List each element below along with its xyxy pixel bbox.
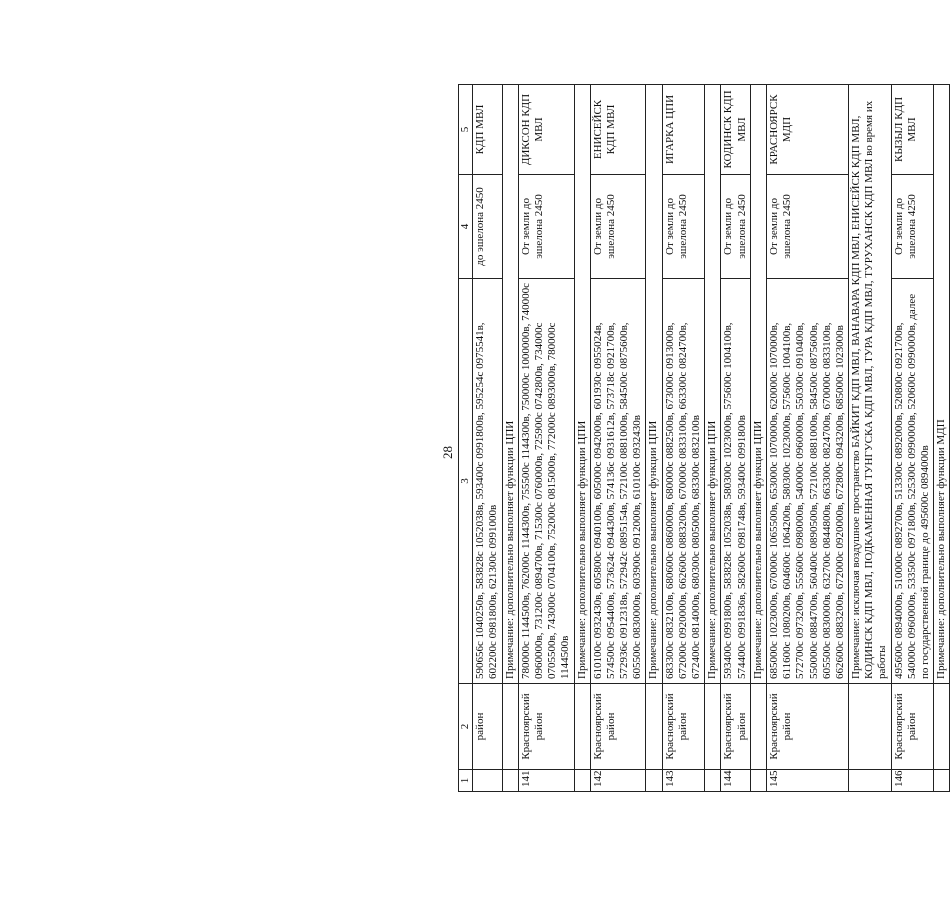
zone-row <box>721 85 750 792</box>
blank-cell <box>502 684 518 770</box>
zone-row <box>891 85 934 792</box>
note-row <box>849 85 892 792</box>
blank-cell <box>705 684 721 770</box>
altitude-limits: От земли до эшелона 2450 <box>590 175 646 279</box>
blank-cell <box>574 770 590 792</box>
column-number-header: 4 <box>459 175 473 279</box>
blank-cell <box>646 684 662 770</box>
column-number-header: 3 <box>459 279 473 684</box>
blank-cell <box>934 684 950 770</box>
row-number: 142 <box>590 770 646 792</box>
atc-unit: КРАСНОЯРСК МДП <box>766 85 848 175</box>
row-number: 145 <box>766 770 848 792</box>
atc-unit: КОДИНСК КДП МВЛ <box>721 85 750 175</box>
page-number: 28 <box>440 446 455 459</box>
note-text: Примечание: дополнительно выполняет функции ЦПИ <box>705 85 721 684</box>
district-name: район <box>473 684 502 770</box>
note-row <box>934 85 950 792</box>
zone-row <box>473 85 502 792</box>
district-name: Красноярский район <box>662 684 705 770</box>
blank-cell <box>750 770 766 792</box>
row-number: 141 <box>518 770 574 792</box>
row-number <box>473 770 502 792</box>
row-number: 146 <box>891 770 934 792</box>
atc-unit: ЕНИСЕЙСК КДП МВЛ <box>590 85 646 175</box>
boundary-coordinates: 590656с 1040250в, 583828с 1052038в, 593400с 0991800в, 595254с 0975541в, 602200с 0981800в, 621300с 0991000в <box>473 279 502 684</box>
note-text: Примечание: дополнительно выполняет функции ЦПИ <box>502 85 518 684</box>
district-name: Красноярский район <box>590 684 646 770</box>
blank-cell <box>574 684 590 770</box>
atc-unit: ИГАРКА ЦПИ <box>662 85 705 175</box>
note-row <box>574 85 590 792</box>
district-name: Красноярский район <box>721 684 750 770</box>
column-number-header: 2 <box>459 684 473 770</box>
blank-cell <box>646 770 662 792</box>
blank-cell <box>849 770 892 792</box>
district-name: Красноярский район <box>518 684 574 770</box>
boundary-coordinates: 683300с 0832100в, 680600с 0860000в, 680000с 0882500в, 673000с 0913000в, 672000с 0920000в, 662600с 0883200в, 670000с 0833100в, 663300с 0824700в, 672400с 0814000в, 680300с 0805000в, 683300с 0832100в <box>662 279 705 684</box>
altitude-limits: до эшелона 2450 <box>473 175 502 279</box>
altitude-limits: От земли до эшелона 2450 <box>518 175 574 279</box>
altitude-limits: От земли до эшелона 2450 <box>662 175 705 279</box>
boundary-coordinates: 685000с 1023000в, 670000с 1065500в, 653000с 1070000в, 620000с 1070000в, 611600с 1080200в, 604600с 1064200в, 580300с 1023000в, 575600с 1004100в, 572700с 0973200в, 555600с 0980000в, 540000с 0960000в, 550300с 0910400в, 550000с 0884700в, 560400с 0890500в, 572100с 0881000в, 584500с 0875600в, 605500с 0830000в, 632700с 0844800в, 663300с 0824700в, 670000с 0833100в, 662600с 0883200в, 672000с 0920000в, 672800с 0943200в, 685000с 1023000в <box>766 279 848 684</box>
zone-row <box>518 85 574 792</box>
boundary-coordinates: 495600с 0894000в, 510000с 0892700в, 513300с 0892000в, 520800с 0921700в, 540000с 0960000в, 533500с 0971800в, 525300с 0990000в, 520600с 0990000в, далее по государственной границе до 495600с 0894000в <box>891 279 934 684</box>
zone-row <box>662 85 705 792</box>
blank-cell <box>849 684 892 770</box>
airspace-table <box>458 84 950 792</box>
altitude-limits: От земли до эшелона 4250 <box>891 175 934 279</box>
note-text: Примечание: дополнительно выполняет функции МДП <box>934 85 950 684</box>
district-name: Красноярский район <box>891 684 934 770</box>
blank-cell <box>750 684 766 770</box>
zone-row <box>766 85 848 792</box>
boundary-coordinates: 780000с 1144500в, 762000с 1144300в, 755500с 1144300в, 750000с 1000000в, 740000с 0960000в, 731200с 0894700в, 715300с 0760000в, 725900с 0742800в, 734000с 0705500в, 743000с 0704100в, 752000с 0815000в, 772000с 0893000в, 780000с 1144500в <box>518 279 574 684</box>
blank-cell <box>705 770 721 792</box>
note-row <box>705 85 721 792</box>
blank-cell <box>934 770 950 792</box>
altitude-limits: От земли до эшелона 2450 <box>721 175 750 279</box>
note-text: Примечание: дополнительно выполняет функции ЦПИ <box>574 85 590 684</box>
row-number: 143 <box>662 770 705 792</box>
blank-cell <box>502 770 518 792</box>
atc-unit: КДП МВЛ <box>473 85 502 175</box>
zone-row <box>590 85 646 792</box>
note-row <box>646 85 662 792</box>
note-text: Примечание: дополнительно выполняет функции ЦПИ <box>646 85 662 684</box>
note-text: Примечание: исключая воздушное пространство БАЙКИТ КДП МВЛ, ВАНАВАРА КДП МВЛ, ЕНИСЕЙСК КДП МВЛ, КОДИНСК КДП МВЛ, ПОДКАМЕННАЯ ТУНГУСКА КДП МВЛ, ТУРА КДП МВЛ, ТУРУХАНСК КДП МВЛ во время их работы <box>849 85 892 684</box>
boundary-coordinates: 593400с 0991800в, 583828с 1052038в, 580300с 1023000в, 575600с 1004100в, 574400с 0991836в, 582600с 0981748в, 593400с 0991800в <box>721 279 750 684</box>
boundary-coordinates: 610100с 0932430в, 605800с 0940100в, 605000с 0942000в, 601930с 0955024в, 574500с 0954400в, 573624с 0944300в, 574136с 0931612в, 573718с 0921700в, 572936с 0912318в, 572942с 0895154в, 572100с 0881000в, 584500с 0875600в, 605500с 0830000в, 603900с 0912000в, 610100с 0932430в <box>590 279 646 684</box>
district-name: Красноярский район <box>766 684 848 770</box>
altitude-limits: От земли до эшелона 2450 <box>766 175 848 279</box>
column-number-header: 1 <box>459 770 473 792</box>
atc-unit: ДИКСОН КДП МВЛ <box>518 85 574 175</box>
column-number-header: 5 <box>459 85 473 175</box>
row-number: 144 <box>721 770 750 792</box>
header-row <box>459 85 473 792</box>
atc-unit: КЫЗЫЛ КДП МВЛ <box>891 85 934 175</box>
note-text: Примечание: дополнительно выполняет функции ЦПИ <box>750 85 766 684</box>
note-row <box>502 85 518 792</box>
note-row <box>750 85 766 792</box>
